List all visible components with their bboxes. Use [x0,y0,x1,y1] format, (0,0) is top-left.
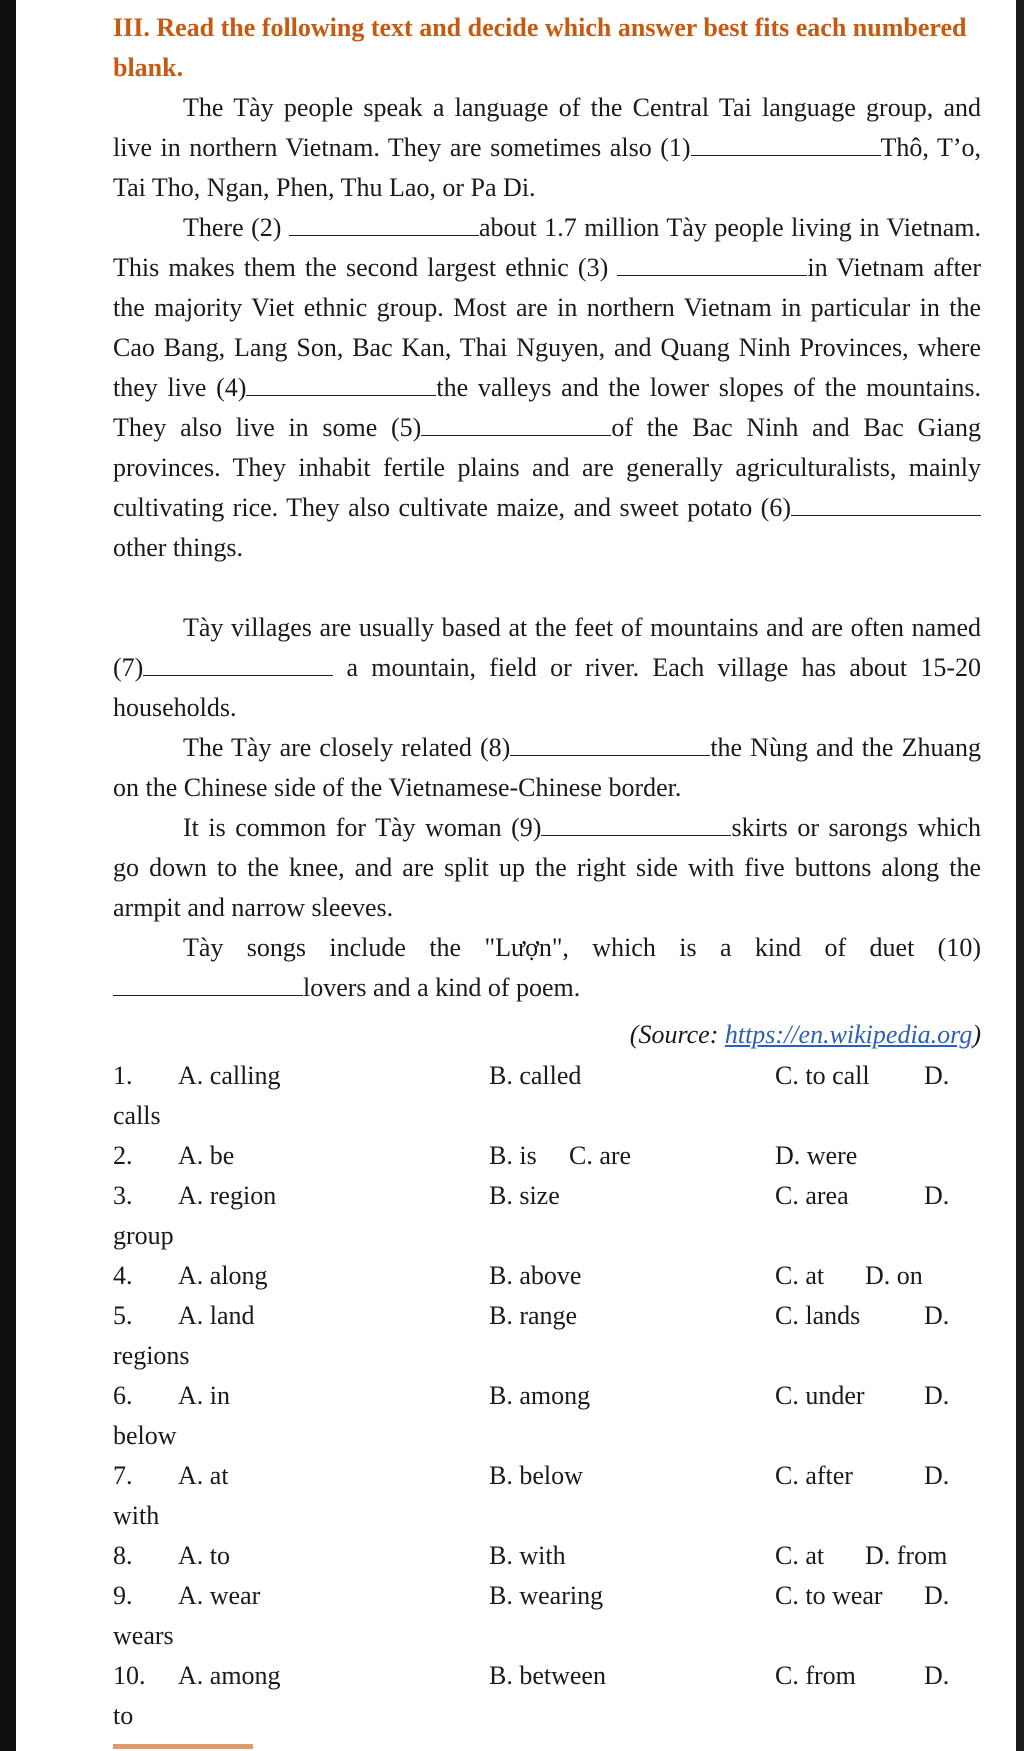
blank-3 [617,249,807,276]
option-b: B. below [489,1461,583,1490]
option-d: D. [924,1661,950,1690]
paragraph-3 [113,608,981,728]
paragraph-4 [113,728,981,808]
blank-5 [421,409,611,436]
p3-text-a: Tày villages are usually based at the feet of mountains and are often named (7) [113,613,981,682]
p5-text-a: It is common for Tày woman (9) [183,813,542,842]
option-c: C. after [775,1461,853,1490]
option-d-continued: calls [113,1101,161,1130]
right-border [1016,0,1024,1751]
option-row-4 [113,1256,993,1296]
p2-text-e: of the Bac Ninh and Bac Giang provinces. They inhabit fertile plains and are generally agriculturalists, mainly cultivating rice. They also cultivate maize, and sweet potato (6) [113,413,981,522]
option-number: 4. [113,1261,133,1290]
option-number: 9. [113,1581,133,1610]
option-b: B. is [489,1141,537,1170]
option-b: B. among [489,1381,591,1410]
option-d: D. [924,1181,950,1210]
option-d: D. from [865,1541,948,1570]
source-link[interactable]: https://en.wikipedia.org [724,1020,973,1049]
option-d: D. were [775,1141,858,1170]
option-row-1 [113,1056,993,1096]
left-border [0,0,16,1751]
p5-text-b: skirts or sarongs which go down to the knee, and are split up the right side with five buttons along the armpit and narrow sleeves. [113,813,981,922]
option-c: C. to call [775,1061,870,1090]
paragraph-5 [113,808,981,928]
option-row-10 [113,1656,993,1696]
p2-text-c: in Vietnam after the majority Viet ethnic group. Most are in northern Vietnam in particular in the Cao Bang, Lang Son, Bac Kan, Thai Nguyen, and Quang Ninh Provinces, where they live (4) [113,253,982,402]
option-a: A. calling [178,1061,281,1090]
paragraph-1 [113,88,981,208]
blank-8 [510,729,710,756]
p1-text-a: The Tày people speak a language of the Central Tai language group, and live in northern Vietnam. They are sometimes also (1) [113,93,981,162]
blank-1 [691,129,881,156]
option-number: 10. [113,1661,146,1690]
blank-2 [289,209,479,236]
blank-9 [541,809,731,836]
option-number: 2. [113,1141,133,1170]
bottom-decoration [113,1744,253,1749]
option-row-7 [113,1456,993,1496]
p2-text-a: There (2) [183,213,282,242]
option-d-continued: to [113,1701,134,1730]
p6-text-b: lovers and a kind of poem. [303,973,581,1002]
option-a: A. to [178,1541,230,1570]
paragraph-6 [113,928,981,1008]
option-c: C. under [775,1381,865,1410]
option-row-9 [113,1576,993,1616]
p1-text-b: Thô, T’o, Tai Tho, Ngan, Phen, Thu Lao, or Pa Di. [113,133,982,202]
option-row-3 [113,1176,993,1216]
blank-7 [143,649,333,676]
option-a: A. in [178,1381,230,1410]
option-b: B. wearing [489,1581,604,1610]
option-number: 6. [113,1381,133,1410]
option-number: 5. [113,1301,133,1330]
p4-text-b: the Nùng and the Zhuang on the Chinese side of the Vietnamese-Chinese border. [113,733,981,802]
exercise-heading: III. Read the following text and decide which answer best fits each numbered blank. [113,13,967,82]
blank-10 [113,969,303,996]
p2-text-b: about 1.7 million Tày people living in Vietnam. This makes them the second largest ethnic (3) [113,213,982,282]
option-number: 3. [113,1181,133,1210]
option-d: D. [924,1301,950,1330]
option-a: A. land [178,1301,255,1330]
option-d-continued: with [113,1501,160,1530]
option-b: B. called [489,1061,582,1090]
option-d: D. [924,1061,950,1090]
option-d-continued: wears [113,1621,174,1650]
source-suffix: ) [972,1020,981,1049]
blank-6 [791,489,981,516]
option-number: 7. [113,1461,133,1490]
option-row-6 [113,1376,993,1416]
option-b: B. range [489,1301,578,1330]
option-c: C. are [569,1141,632,1170]
option-b: B. above [489,1261,582,1290]
p2-text-f: other things. [113,533,243,562]
source-prefix: (Source: [629,1020,725,1049]
p4-text-a: The Tày are closely related (8) [183,733,511,762]
source-citation [113,1015,981,1055]
option-b: B. size [489,1181,560,1210]
option-d: D. [924,1461,950,1490]
p6-text-a: Tày songs include the "Lượn", which is a kind of duet (10) [183,933,981,962]
option-a: A. along [178,1261,268,1290]
option-a: A. region [178,1181,277,1210]
option-d-continued: regions [113,1341,190,1370]
option-c: C. to wear [775,1581,883,1610]
blank-4 [246,369,436,396]
option-c: C. at [775,1541,825,1570]
p2-text-d: the valleys and the lower slopes of the mountains. They also live in some (5) [113,373,981,442]
option-d-continued: below [113,1421,177,1450]
option-row-8 [113,1536,993,1576]
option-d: D. on [865,1261,923,1290]
option-a: A. be [178,1141,235,1170]
option-c: C. lands [775,1301,861,1330]
option-number: 8. [113,1541,133,1570]
option-d: D. [924,1581,950,1610]
option-c: C. from [775,1661,856,1690]
option-c: C. area [775,1181,849,1210]
option-c: C. at [775,1261,825,1290]
option-d-continued: group [113,1221,174,1250]
paragraph-2 [113,208,981,568]
option-d: D. [924,1381,950,1410]
option-a: A. at [178,1461,229,1490]
option-b: B. with [489,1541,566,1570]
option-a: A. wear [178,1581,261,1610]
p3-text-b: a mountain, field or river. Each village has about 15-20 households. [113,653,981,722]
option-a: A. among [178,1661,281,1690]
option-row-2 [113,1136,993,1176]
option-number: 1. [113,1061,133,1090]
option-b: B. between [489,1661,606,1690]
option-row-5 [113,1296,993,1336]
